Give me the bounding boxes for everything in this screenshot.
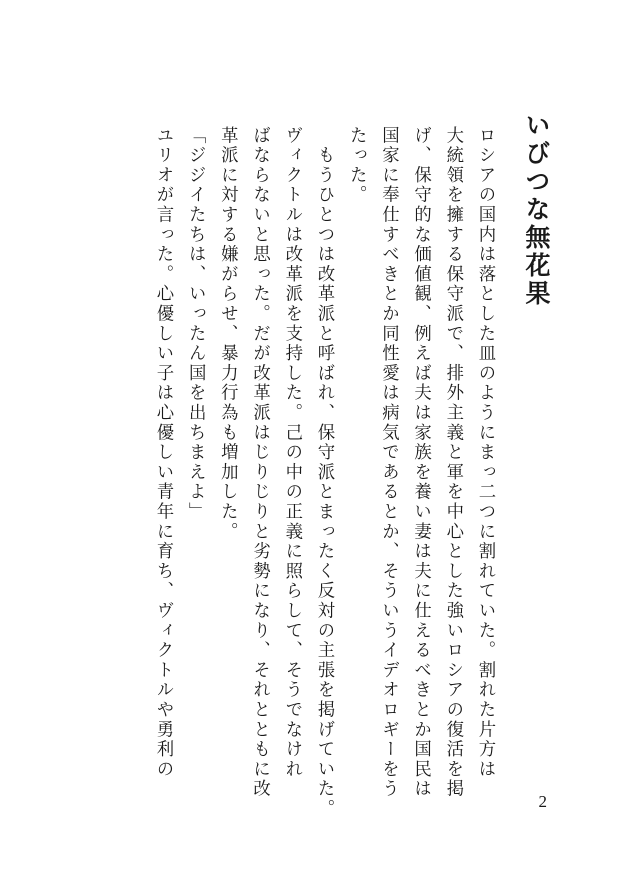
text-line: 革派に対する嫌がらせ、暴力行為も増加した。 <box>217 126 238 542</box>
page-number: 2 <box>538 792 547 811</box>
text-line: げ、保守的な価値観、例えば夫は家族を養い妻は夫に仕えるべきとか国民は <box>410 126 431 800</box>
text-line: 大統領を擁する保守派で、排外主義と軍を中心とした強いロシアの復活を掲 <box>442 126 463 800</box>
text-line: ヴィクトルは改革派を支持した。己の中の正義に照らして、そうでなけれ <box>281 126 302 780</box>
chapter-title: いびつな無花果 <box>522 112 551 308</box>
text-line: ユリオが言った。心優しい子は心優しい青年に育ち、ヴィクトルや勇利の <box>152 126 173 780</box>
text-line: もうひとつは改革派と呼ばれ、保守派とまったく反対の主張を掲げていた。 <box>313 126 334 819</box>
text-line: 「ジジイたちは、いったん国を出ちまえよ」 <box>185 126 206 522</box>
text-line: ロシアの国内は落とした皿のようにまっ二つに割れていた。割れた片方は <box>475 126 495 780</box>
body-text <box>147 126 501 819</box>
text-line: たった。 <box>346 126 367 206</box>
text-line: 国家に奉仕すべきとか同性愛は病気であるとか、そういうイデオロギーをう <box>378 126 399 800</box>
text-line: ばならないと思った。だが改革派はじりじりと劣勢になり、それとともに改 <box>249 126 270 800</box>
